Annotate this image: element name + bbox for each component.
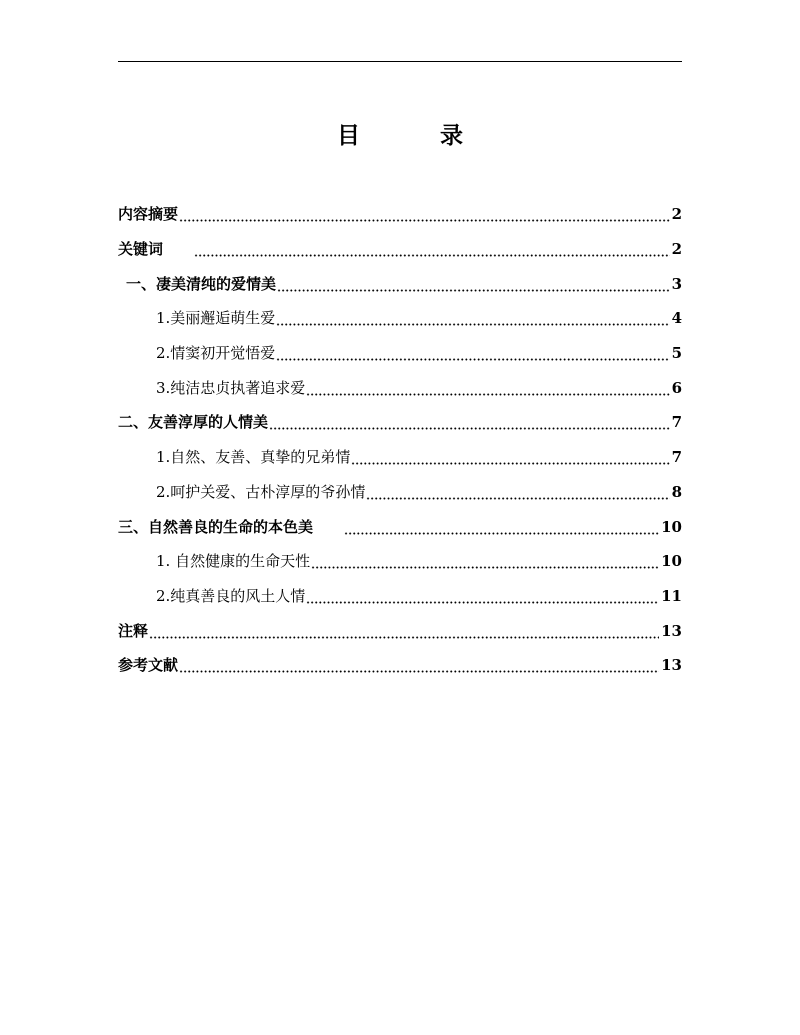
dot-leader [149,627,659,639]
toc-entry-label: 1.自然、友善、真挚的兄弟情 [156,448,351,467]
toc-entry-section-3[interactable] [118,509,682,544]
toc-entry-section-2-1[interactable] [118,440,682,475]
toc-entry-section-1-3[interactable] [118,370,682,405]
toc-entry-page: 7 [671,413,682,432]
toc-entry-page: 13 [661,621,682,640]
toc-entry-label: 1.美丽邂逅萌生爱 [156,309,276,328]
toc-entry-page: 8 [671,482,682,501]
toc-entry-page: 10 [661,517,682,536]
dot-leader [351,453,669,465]
toc-entry-label: 2.呵护关爱、古朴淳厚的爷孙情 [156,482,366,501]
toc-entry-page: 5 [671,344,682,363]
toc-entry-label: 2.纯真善良的风土人情 [156,586,306,605]
toc-entry-page: 7 [671,448,682,467]
dot-leader [269,418,670,430]
toc-entry-references[interactable] [118,648,682,683]
toc-entry-page: 2 [671,240,682,259]
toc-entry-label: 一、凄美清纯的爱情美 [126,274,277,293]
dot-leader [276,349,669,361]
toc-entry-label: 二、友善淳厚的人情美 [118,413,269,432]
dot-leader [179,661,659,673]
table-of-contents [118,197,682,683]
toc-title: 目 录 [336,122,499,149]
dot-leader [344,523,659,535]
toc-entry-page: 3 [671,274,682,293]
toc-entry-label: 三、自然善良的生命的本色美 [118,517,314,536]
toc-entry-section-1-2[interactable] [118,336,682,371]
toc-entry-section-3-1[interactable] [118,544,682,579]
toc-entry-page: 13 [661,656,682,675]
header-rule [118,61,682,62]
toc-entry-keywords[interactable] [118,232,682,267]
toc-entry-page: 2 [671,205,682,224]
toc-entry-section-2[interactable] [118,405,682,440]
dot-leader [306,592,659,604]
dot-leader [306,384,669,396]
toc-entry-section-1-1[interactable] [118,301,682,336]
toc-entry-notes[interactable] [118,613,682,648]
toc-entry-abstract[interactable] [118,197,682,232]
dot-leader [277,280,670,292]
toc-entry-page: 11 [661,586,682,605]
toc-entry-section-2-2[interactable] [118,475,682,510]
toc-entry-section-3-2[interactable] [118,579,682,614]
toc-entry-page: 10 [661,552,682,571]
toc-entry-section-1[interactable] [118,266,682,301]
toc-entry-label: 参考文献 [118,656,179,675]
toc-entry-label: 关键词 [118,240,164,259]
toc-entry-label: 注释 [118,621,149,640]
toc-entry-label: 内容摘要 [118,205,179,224]
dot-leader [179,210,670,222]
dot-leader [366,488,669,500]
dot-leader [311,557,659,569]
toc-entry-label: 3.纯洁忠贞执著追求爱 [156,378,306,397]
dot-leader [276,314,669,326]
toc-entry-label: 2.情窦初开觉悟爱 [156,344,276,363]
toc-entry-page: 6 [671,378,682,397]
dot-leader [194,245,670,257]
toc-entry-page: 4 [671,309,682,328]
toc-entry-label: 1. 自然健康的生命天性 [156,552,311,571]
